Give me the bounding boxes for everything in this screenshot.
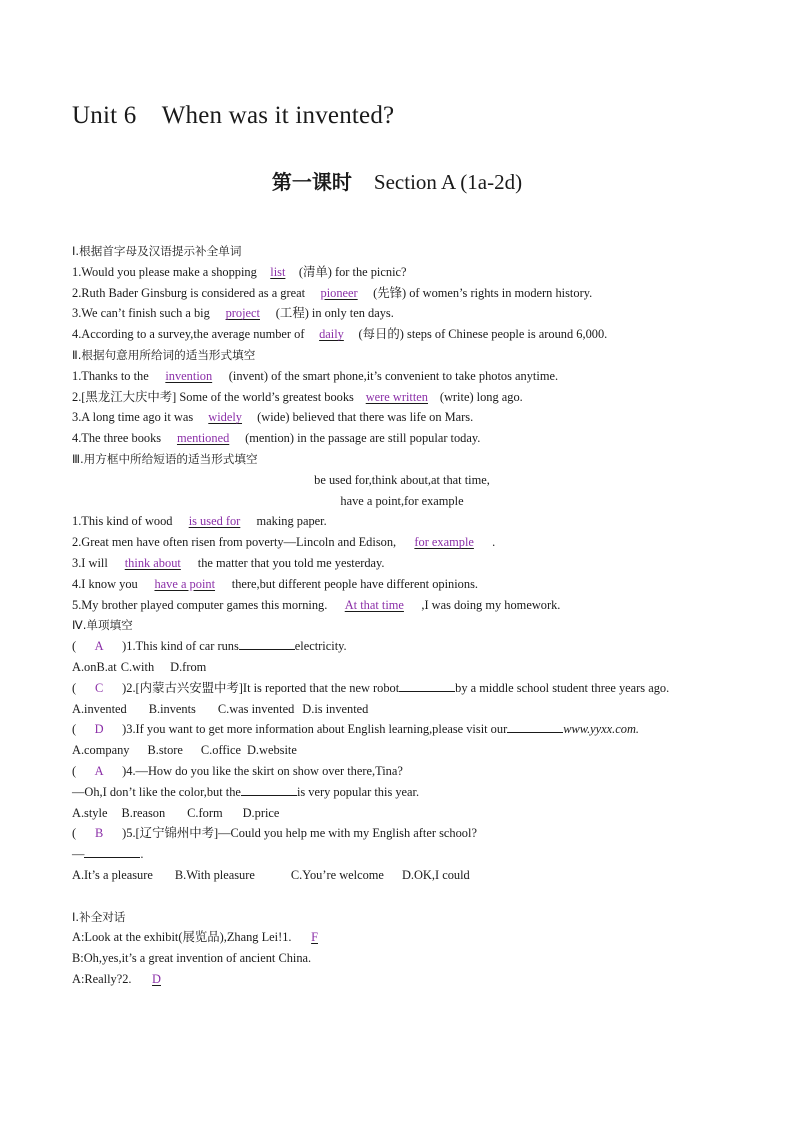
option: A.It’s a pleasure: [72, 867, 153, 882]
option: A.on: [72, 659, 97, 674]
mc-options-2: [72, 699, 732, 720]
mc-options-5: [72, 865, 732, 886]
phrase-box-line-1: be used for,think about,at that time,: [314, 472, 490, 487]
option: C.was invented: [217, 701, 295, 716]
part1-heading: Ⅰ.根据首字母及汉语提示补全单词: [72, 244, 242, 258]
option: D.website: [246, 743, 297, 758]
option: B.reason: [121, 805, 166, 820]
answer-fill: pioneer: [320, 285, 358, 300]
answer-fill: mentioned: [176, 431, 230, 446]
part1-item-4: 4.According to a survey,the average number of daily (每日的) steps of Chinese people is around 6,000.: [72, 324, 732, 345]
answer-fill: think about: [124, 555, 181, 570]
part3-item-5: 5.My brother played computer games this morning. At that time ,I was doing my homework.: [72, 595, 732, 616]
answer-blank: [84, 845, 140, 858]
answer-choice: D: [94, 722, 104, 737]
mc-question-4: ( A )4.—How do you like the skirt on show over there,Tina?: [72, 761, 732, 782]
answer-fill: At that time: [344, 597, 404, 612]
part5-heading: Ⅰ.补全对话: [72, 909, 126, 924]
answer-fill: for example: [414, 535, 474, 550]
answer-fill: project: [225, 306, 260, 321]
option: C.form: [187, 805, 223, 820]
mc-question-4-reply: —Oh,I don’t like the color,but the is very popular this year.: [72, 784, 420, 799]
answer-fill: were written: [365, 389, 428, 404]
part4-heading: Ⅳ.单项填空: [72, 618, 133, 633]
answer-fill: F: [311, 930, 318, 945]
part2-item-3: 3.A long time ago it was widely (wide) believed that there was life on Mars.: [72, 407, 732, 428]
part3-item-2: 2.Great men have often risen from poverty—Lincoln and Edison, for example .: [72, 532, 732, 553]
mc-question-1: ( A )1.This kind of car runs electricity.: [72, 636, 732, 657]
option: A.invented: [72, 701, 127, 716]
option: D.OK,I could: [401, 867, 470, 882]
option: C.office: [200, 743, 241, 758]
answer-choice: B: [95, 826, 104, 841]
dialogue-line-1: A:Look at the exhibit(展览品),Zhang Lei!1. F: [72, 927, 732, 948]
answer-choice: A: [94, 639, 104, 654]
part1-item-2: 2.Ruth Bader Ginsburg is considered as a great pioneer (先锋) of women’s rights in modern history.: [72, 283, 732, 304]
answer-choice: C: [95, 680, 104, 695]
mc-options-3: [72, 740, 732, 761]
option: B.at: [96, 659, 117, 674]
lesson-subtitle: [0, 166, 794, 195]
answer-blank: [507, 720, 563, 733]
option: C.You’re welcome: [290, 867, 384, 882]
option: B.With pleasure: [174, 867, 255, 882]
phrase-box-line-2: have a point,for example: [340, 493, 464, 508]
option: D.is invented: [302, 701, 369, 716]
option: D.from: [170, 659, 207, 674]
website-url: www.yyxx.com.: [563, 722, 640, 737]
option: A.company: [72, 743, 130, 758]
mc-question-5-reply: — .: [72, 847, 144, 862]
dialogue-line-2: B:Oh,yes,it’s a great invention of ancient China.: [72, 951, 312, 966]
part3-item-1: 1.This kind of wood is used for making paper.: [72, 511, 732, 532]
answer-blank: [239, 637, 295, 650]
part2-heading: Ⅱ.根据句意用所给词的适当形式填空: [72, 347, 256, 362]
part1-item-1: 1.Would you please make a shopping list (清单) for the picnic?: [72, 262, 732, 283]
part1-item-3: 3.We can’t finish such a big project (工程) in only ten days.: [72, 303, 732, 324]
answer-fill: D: [152, 971, 161, 986]
option: B.invents: [148, 701, 196, 716]
section-label: Section A (1a-2d): [373, 170, 523, 194]
part3-item-4: 4.I know you have a point there,but different people have different opinions.: [72, 574, 732, 595]
answer-choice: A: [94, 763, 104, 778]
option: A.style: [72, 805, 108, 820]
mc-question-5: ( B )5.[辽宁锦州中考]—Could you help me with my English after school?: [72, 823, 732, 844]
answer-fill: daily: [319, 327, 344, 342]
answer-fill: widely: [208, 410, 243, 425]
part2-item-1: 1.Thanks to the invention (invent) of the smart phone,it’s convenient to take photos anytime.: [72, 366, 732, 387]
answer-fill: list: [270, 264, 286, 279]
answer-fill: is used for: [188, 514, 241, 529]
page-title: Unit 6 When was it invented?: [72, 102, 395, 129]
part2-item-2: 2.[黑龙江大庆中考] Some of the world’s greatest books were written (write) long ago.: [72, 387, 732, 408]
answer-blank: [241, 783, 297, 796]
mc-question-2: ( C )2.[内蒙古兴安盟中考]It is reported that the new robot by a middle school student three years ago.: [72, 678, 732, 699]
dialogue-line-3: A:Really?2. D: [72, 969, 732, 990]
part3-item-3: 3.I will think about the matter that you told me yesterday.: [72, 553, 732, 574]
lesson-number: 第一课时: [271, 170, 352, 194]
answer-fill: have a point: [154, 576, 216, 591]
part2-item-4: 4.The three books mentioned (mention) in the passage are still popular today.: [72, 428, 732, 449]
mc-options-4: [72, 803, 732, 824]
worksheet-body: [72, 241, 732, 990]
answer-fill: invention: [165, 368, 213, 383]
mc-question-3: ( D )3.If you want to get more information about English learning,please visit our www.yyxx.com.: [72, 719, 732, 740]
part3-heading: Ⅲ.用方框中所给短语的适当形式填空: [72, 451, 258, 466]
option: D.price: [242, 805, 280, 820]
answer-blank: [399, 679, 455, 692]
option: B.store: [147, 743, 183, 758]
option: C.with: [120, 659, 155, 674]
mc-options-1: [72, 657, 732, 678]
